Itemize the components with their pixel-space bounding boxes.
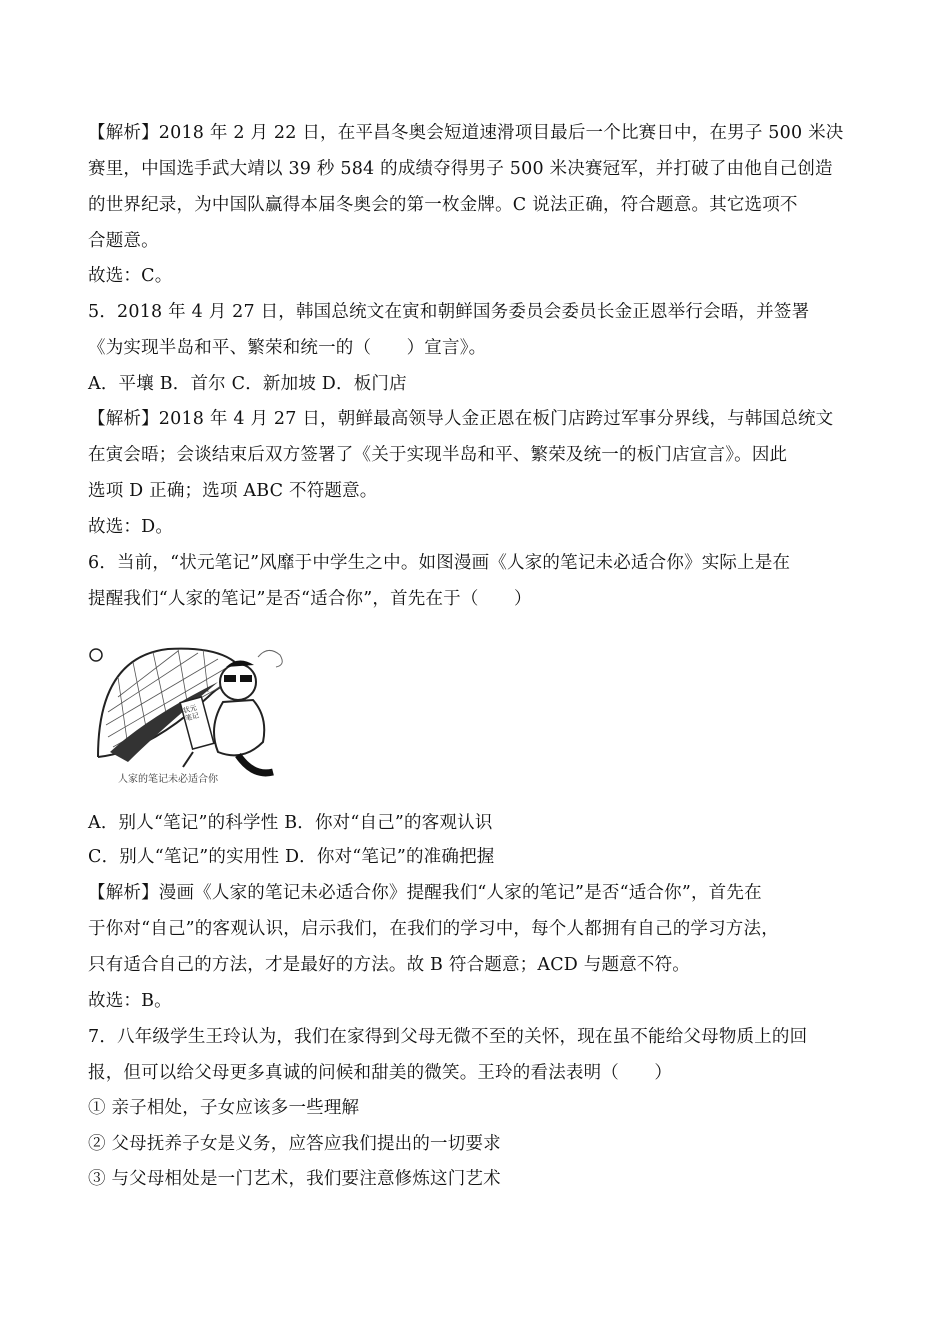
text-line: 的世界纪录，为中国队赢得本届冬奥会的第一枚金牌。C 说法正确，符合题意。其它选项不 xyxy=(88,195,798,215)
text-line: 故选：D。 xyxy=(88,517,174,537)
text-line: 提醒我们“人家的笔记”是否“适合你”，首先在于（ ） xyxy=(88,589,532,609)
options-line: C．别人“笔记”的实用性 D．你对“笔记”的准确把握 xyxy=(88,847,495,867)
statement-1: ① 亲子相处，子女应该多一些理解 xyxy=(88,1098,360,1118)
text-line: 只有适合自己的方法，才是最好的方法。故 B 符合题意；ACD 与题意不符。 xyxy=(88,955,691,975)
question-6: 6．当前，“状元笔记”风靡于中学生之中。如图漫画《人家的笔记未必适合你》实际上是在 xyxy=(88,553,791,573)
text-line: 【解析】2018 年 4 月 27 日，朝鲜最高领导人金正恩在板门店跨过军事分界线，与韩国总统文 xyxy=(88,409,834,429)
text-line: 故选：C。 xyxy=(88,266,173,286)
question-5: 5．2018 年 4 月 27 日，韩国总统文在寅和朝鲜国务委员会委员长金正恩举行会晤，并签署 xyxy=(88,302,810,322)
text-line: 《为实现半岛和平、繁荣和统一的（ ）宣言》。 xyxy=(88,338,487,358)
text-line: 故选：B。 xyxy=(88,991,172,1011)
text-line: 【解析】2018 年 2 月 22 日，在平昌冬奥会短道速滑项目最后一个比赛日中，在男子 500 米决 xyxy=(88,123,844,143)
statement-3: ③ 与父母相处是一门艺术，我们要注意修炼这门艺术 xyxy=(88,1169,501,1189)
text-line: 【解析】漫画《人家的笔记未必适合你》提醒我们“人家的笔记”是否“适合你”，首先在 xyxy=(88,883,762,903)
text-line: 报，但可以给父母更多真诚的问候和甜美的微笑。王玲的看法表明（ ） xyxy=(88,1063,673,1083)
text-line: 选项 D 正确；选项 ABC 不符题意。 xyxy=(88,481,378,501)
notebook-sign-label: 状元笔记 xyxy=(182,703,200,723)
figure-caption: 人家的笔记未必适合你 xyxy=(118,774,218,785)
options-line: A．平壤 B．首尔 C．新加坡 D．板门店 xyxy=(88,374,407,394)
text-line: 赛里，中国选手武大靖以 39 秒 584 的成绩夺得男子 500 米决赛冠军，并打破了由他自己创造 xyxy=(88,159,833,179)
options-line: A．别人“笔记”的科学性 B．你对“自己”的客观认识 xyxy=(88,813,493,833)
text-line: 于你对“自己”的客观认识，启示我们，在我们的学习中，每个人都拥有自己的学习方法， xyxy=(88,919,779,939)
text-line: 合题意。 xyxy=(88,231,159,251)
statement-2: ② 父母抚养子女是义务，应答应我们提出的一切要求 xyxy=(88,1134,501,1154)
question-7: 7．八年级学生王玲认为，我们在家得到父母无微不至的关怀，现在虽不能给父母物质上的回 xyxy=(88,1027,808,1047)
text-line: 在寅会晤；会谈结束后双方签署了《关于实现半岛和平、繁荣及统一的板门店宣言》。因此 xyxy=(88,445,788,465)
